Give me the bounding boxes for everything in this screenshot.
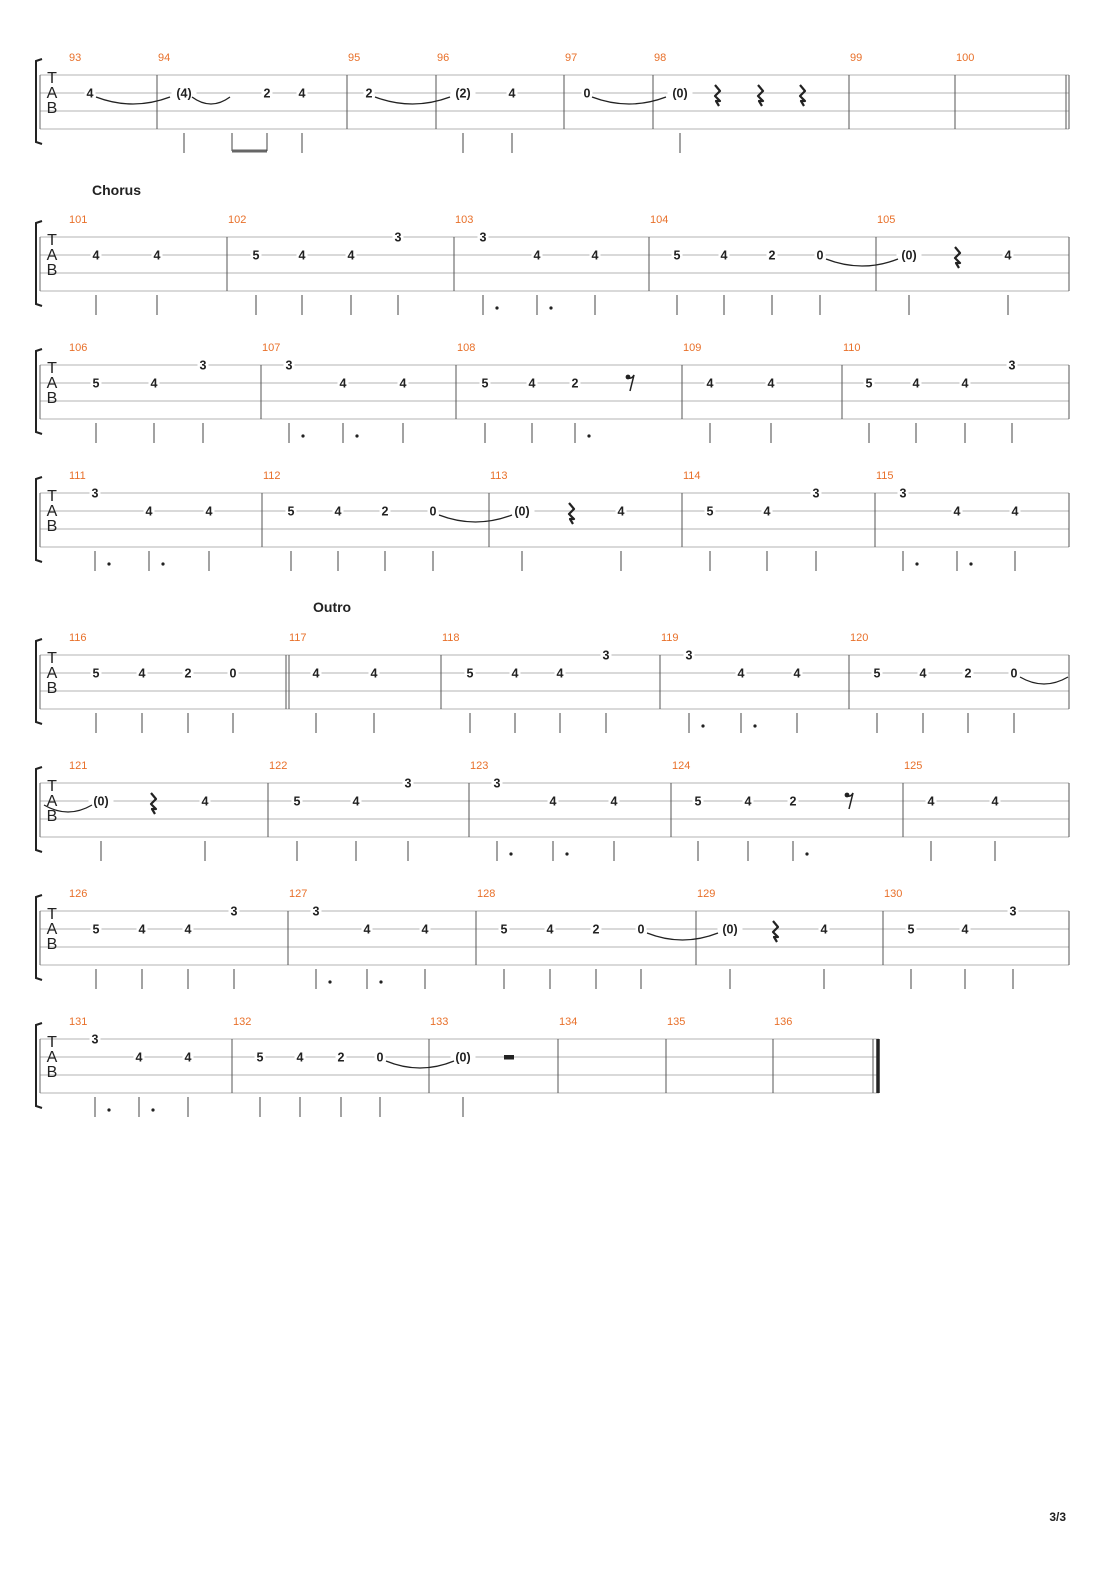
fret-number: 4 xyxy=(1011,504,1019,519)
fret-number: 2 xyxy=(365,86,373,101)
measure-number: 130 xyxy=(884,888,903,900)
system-bracket xyxy=(36,1023,42,1108)
quarter-rest xyxy=(800,85,805,106)
tab-system-5 xyxy=(36,632,1069,733)
fret-number: 4 xyxy=(610,794,618,809)
fret-number: 5 xyxy=(293,794,301,809)
measure-number: 117 xyxy=(289,632,307,644)
dotted-rhythm-dot xyxy=(301,434,304,437)
measure-number: 99 xyxy=(850,52,863,64)
dotted-rhythm-dot xyxy=(753,724,756,727)
measure-number: 116 xyxy=(69,632,87,644)
fret-number: 4 xyxy=(617,504,625,519)
measure-number: 136 xyxy=(774,1016,793,1028)
fret-number: 0 xyxy=(1010,666,1018,681)
fret-number: 4 xyxy=(953,504,961,519)
measure-number: 115 xyxy=(876,470,894,482)
dotted-rhythm-dot xyxy=(587,434,590,437)
quarter-rest xyxy=(758,85,763,106)
tab-system-2 xyxy=(36,214,1069,315)
fret-number: 5 xyxy=(92,922,100,937)
fret-number: 4 xyxy=(399,376,407,391)
fret-number: 4 xyxy=(334,504,342,519)
measure-number: 103 xyxy=(455,214,474,226)
fret-number: 4 xyxy=(961,376,969,391)
fret-number: (0) xyxy=(514,504,530,519)
tab-clef-letter-b: B xyxy=(46,936,58,953)
fret-number: 3 xyxy=(479,230,487,245)
fret-number: 4 xyxy=(184,1050,192,1065)
tab-system-3 xyxy=(36,342,1069,443)
measure-number: 112 xyxy=(263,470,281,482)
dotted-rhythm-dot xyxy=(161,562,164,565)
fret-number: 0 xyxy=(816,248,824,263)
measure-number: 120 xyxy=(850,632,869,644)
tie-arc xyxy=(386,1061,454,1068)
measure-number: 94 xyxy=(158,52,171,64)
quarter-rest xyxy=(955,247,960,268)
tab-clef-letter-b: B xyxy=(46,680,58,697)
tab-clef-letter-t: T xyxy=(47,906,57,923)
fret-number: 4 xyxy=(339,376,347,391)
fret-number: 5 xyxy=(252,248,260,263)
tab-system-1 xyxy=(36,52,1069,153)
tab-clef-letter-t: T xyxy=(47,232,57,249)
fret-number: 2 xyxy=(571,376,579,391)
fret-number: 4 xyxy=(511,666,519,681)
tab-clef-letter-t: T xyxy=(47,70,57,87)
fret-number: 5 xyxy=(481,376,489,391)
half-rest xyxy=(504,1055,514,1060)
measure-number: 113 xyxy=(490,470,508,482)
fret-number: 4 xyxy=(138,666,146,681)
fret-number: 3 xyxy=(285,358,293,373)
fret-number: 3 xyxy=(602,648,610,663)
fret-number: 3 xyxy=(812,486,820,501)
fret-number: 4 xyxy=(347,248,355,263)
fret-number: 4 xyxy=(591,248,599,263)
fret-number: 5 xyxy=(92,666,100,681)
dotted-rhythm-dot xyxy=(805,852,808,855)
fret-number: 2 xyxy=(184,666,192,681)
fret-number: 5 xyxy=(256,1050,264,1065)
fret-number: 4 xyxy=(298,248,306,263)
fret-number: 3 xyxy=(230,904,238,919)
system-bracket xyxy=(36,59,42,144)
measure-number: 105 xyxy=(877,214,896,226)
tab-clef-letter-b: B xyxy=(46,1064,58,1081)
measure-number: 118 xyxy=(442,632,460,644)
fret-number: 4 xyxy=(556,666,564,681)
tie-arc xyxy=(375,97,450,104)
tab-clef-letter-a: A xyxy=(46,85,58,102)
dotted-rhythm-dot xyxy=(107,562,110,565)
fret-number: 2 xyxy=(381,504,389,519)
fret-number: 4 xyxy=(546,922,554,937)
dotted-rhythm-dot xyxy=(107,1108,110,1111)
fret-number: 0 xyxy=(429,504,437,519)
fret-number: (0) xyxy=(93,794,109,809)
fret-number: (0) xyxy=(901,248,917,263)
fret-number: 3 xyxy=(899,486,907,501)
system-bracket xyxy=(36,639,42,724)
fret-number: 4 xyxy=(991,794,999,809)
fret-number: 5 xyxy=(907,922,915,937)
tie-arc xyxy=(592,97,666,104)
fret-number: 4 xyxy=(201,794,209,809)
tab-clef-letter-b: B xyxy=(46,808,58,825)
fret-number: 4 xyxy=(205,504,213,519)
tab-clef-letter-a: A xyxy=(46,665,58,682)
fret-number: 2 xyxy=(337,1050,345,1065)
fret-number: 3 xyxy=(1008,358,1016,373)
fret-number: 5 xyxy=(865,376,873,391)
fret-number: 4 xyxy=(961,922,969,937)
fret-number: 4 xyxy=(296,1050,304,1065)
tab-clef-letter-t: T xyxy=(47,778,57,795)
measure-number: 124 xyxy=(672,760,691,772)
tab-clef-letter-b: B xyxy=(46,262,58,279)
section-label-outro: Outro xyxy=(313,599,352,615)
fret-number: (4) xyxy=(176,86,192,101)
dotted-rhythm-dot xyxy=(565,852,568,855)
dotted-rhythm-dot xyxy=(379,980,382,983)
tab-clef-letter-a: A xyxy=(46,793,58,810)
fret-number: 4 xyxy=(528,376,536,391)
fret-number: 5 xyxy=(673,248,681,263)
tab-system-4 xyxy=(36,470,1069,571)
fret-number: 5 xyxy=(706,504,714,519)
measure-number: 131 xyxy=(69,1016,88,1028)
fret-number: 3 xyxy=(91,486,99,501)
fret-number: 2 xyxy=(964,666,972,681)
measure-number: 106 xyxy=(69,342,88,354)
dotted-rhythm-dot xyxy=(969,562,972,565)
fret-number: 3 xyxy=(312,904,320,919)
measure-number: 96 xyxy=(437,52,450,64)
system-bracket xyxy=(36,477,42,562)
tab-clef-letter-t: T xyxy=(47,1034,57,1051)
tab-clef-letter-a: A xyxy=(46,921,58,938)
fret-number: 2 xyxy=(263,86,271,101)
tie-arc xyxy=(192,97,230,104)
measure-number: 110 xyxy=(843,342,861,354)
measure-number: 111 xyxy=(69,470,86,482)
fret-number: 4 xyxy=(508,86,516,101)
tab-system-7 xyxy=(36,888,1069,989)
fret-number: 4 xyxy=(912,376,920,391)
quarter-rest xyxy=(569,503,574,524)
fret-number: 4 xyxy=(153,248,161,263)
measure-number: 107 xyxy=(262,342,281,354)
quarter-rest xyxy=(715,85,720,106)
fret-number: 3 xyxy=(199,358,207,373)
fret-number: 4 xyxy=(720,248,728,263)
system-bracket xyxy=(36,349,42,434)
measure-number: 98 xyxy=(654,52,667,64)
tab-clef-letter-b: B xyxy=(46,518,58,535)
measure-number: 129 xyxy=(697,888,716,900)
fret-number: 2 xyxy=(768,248,776,263)
quarter-rest xyxy=(773,921,778,942)
fret-number: 4 xyxy=(421,922,429,937)
fret-number: 3 xyxy=(1009,904,1017,919)
measure-number: 132 xyxy=(233,1016,252,1028)
fret-number: 4 xyxy=(1004,248,1012,263)
fret-number: 4 xyxy=(767,376,775,391)
dotted-rhythm-dot xyxy=(355,434,358,437)
fret-number: 4 xyxy=(919,666,927,681)
fret-number: 4 xyxy=(363,922,371,937)
page-number: 3/3 xyxy=(1049,1510,1066,1524)
tab-clef-letter-a: A xyxy=(46,247,58,264)
tie-arc xyxy=(96,97,170,104)
measure-number: 127 xyxy=(289,888,308,900)
dotted-rhythm-dot xyxy=(549,306,552,309)
fret-number: 4 xyxy=(138,922,146,937)
fret-number: 4 xyxy=(793,666,801,681)
fret-number: 5 xyxy=(500,922,508,937)
measure-number: 134 xyxy=(559,1016,578,1028)
fret-number: 5 xyxy=(873,666,881,681)
fret-number: 4 xyxy=(298,86,306,101)
fret-number: 4 xyxy=(737,666,745,681)
measure-number: 123 xyxy=(470,760,489,772)
fret-number: 4 xyxy=(370,666,378,681)
measure-number: 128 xyxy=(477,888,496,900)
fret-number: 4 xyxy=(184,922,192,937)
fret-number: 4 xyxy=(92,248,100,263)
fret-number: 4 xyxy=(706,376,714,391)
fret-number: 3 xyxy=(404,776,412,791)
fret-number: 4 xyxy=(763,504,771,519)
fret-number: 0 xyxy=(376,1050,384,1065)
measure-number: 100 xyxy=(956,52,975,64)
fret-number: 4 xyxy=(744,794,752,809)
system-bracket xyxy=(36,767,42,852)
tab-clef-letter-a: A xyxy=(46,1049,58,1066)
measure-number: 109 xyxy=(683,342,702,354)
dotted-rhythm-dot xyxy=(328,980,331,983)
fret-number: 0 xyxy=(583,86,591,101)
tab-clef-letter-a: A xyxy=(46,503,58,520)
measure-number: 104 xyxy=(650,214,669,226)
measure-number: 101 xyxy=(69,214,88,226)
fret-number: 3 xyxy=(685,648,693,663)
fret-number: 4 xyxy=(927,794,935,809)
tab-clef-letter-b: B xyxy=(46,100,58,117)
tab-clef-letter-t: T xyxy=(47,360,57,377)
fret-number: 3 xyxy=(493,776,501,791)
dotted-rhythm-dot xyxy=(701,724,704,727)
tab-clef-letter-a: A xyxy=(46,375,58,392)
fret-number: (0) xyxy=(722,922,738,937)
tab-system-8 xyxy=(36,1016,879,1117)
fret-number: 4 xyxy=(145,504,153,519)
fret-number: 5 xyxy=(287,504,295,519)
fret-number: 3 xyxy=(394,230,402,245)
fret-number: 5 xyxy=(466,666,474,681)
dotted-rhythm-dot xyxy=(495,306,498,309)
section-label-chorus: Chorus xyxy=(92,182,141,198)
tie-arc xyxy=(647,933,718,940)
fret-number: 4 xyxy=(312,666,320,681)
dotted-rhythm-dot xyxy=(151,1108,154,1111)
measure-number: 133 xyxy=(430,1016,449,1028)
fret-number: 2 xyxy=(592,922,600,937)
fret-number: 4 xyxy=(533,248,541,263)
fret-number: 4 xyxy=(352,794,360,809)
measure-number: 97 xyxy=(565,52,578,64)
tab-clef-letter-t: T xyxy=(47,650,57,667)
measure-number: 93 xyxy=(69,52,82,64)
dotted-rhythm-dot xyxy=(509,852,512,855)
measure-number: 135 xyxy=(667,1016,686,1028)
measure-number: 119 xyxy=(661,632,679,644)
measure-number: 126 xyxy=(69,888,88,900)
tie-arc xyxy=(826,259,898,266)
measure-number: 121 xyxy=(69,760,88,772)
fret-number: 0 xyxy=(229,666,237,681)
measure-number: 122 xyxy=(269,760,288,772)
fret-number: 4 xyxy=(820,922,828,937)
fret-number: 4 xyxy=(135,1050,143,1065)
measure-number: 108 xyxy=(457,342,476,354)
fret-number: 4 xyxy=(86,86,94,101)
fret-number: 5 xyxy=(92,376,100,391)
tab-system-6 xyxy=(36,760,1069,861)
fret-number: 5 xyxy=(694,794,702,809)
fret-number: (0) xyxy=(672,86,688,101)
measure-number: 125 xyxy=(904,760,923,772)
measure-number: 95 xyxy=(348,52,361,64)
fret-number: 2 xyxy=(789,794,797,809)
tie-arc xyxy=(1020,677,1068,684)
system-bracket xyxy=(36,895,42,980)
fret-number: (0) xyxy=(455,1050,471,1065)
measure-number: 102 xyxy=(228,214,247,226)
fret-number: (2) xyxy=(455,86,471,101)
tie-arc xyxy=(439,515,512,522)
fret-number: 4 xyxy=(150,376,158,391)
tab-clef-letter-b: B xyxy=(46,390,58,407)
system-bracket xyxy=(36,221,42,306)
tab-clef-letter-t: T xyxy=(47,488,57,505)
measure-number: 114 xyxy=(683,470,701,482)
fret-number: 4 xyxy=(549,794,557,809)
fret-number: 0 xyxy=(637,922,645,937)
dotted-rhythm-dot xyxy=(915,562,918,565)
fret-number: 3 xyxy=(91,1032,99,1047)
quarter-rest xyxy=(151,793,156,814)
